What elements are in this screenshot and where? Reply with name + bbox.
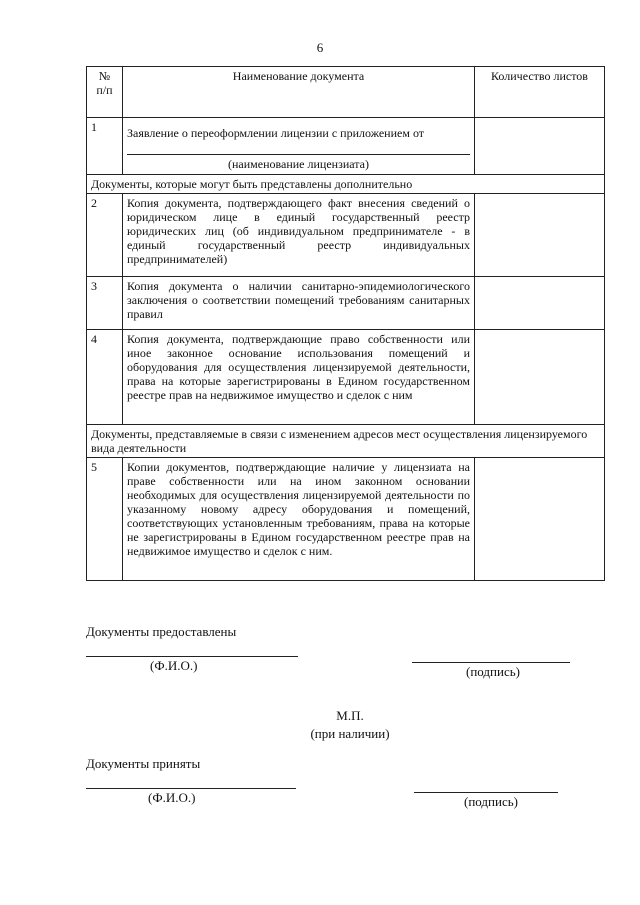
row-document-name: Копия документа, подтверждающие право собственности или иное законное основание использования помещений и оборудования для осуществления лицензируемой деятельности, права на которые зарегистрированы в Едином государственном реестре прав на недвижимое имущество и сделок с ним [123, 330, 475, 425]
accepted-signature-caption: (подпись) [464, 794, 518, 809]
accepted-signature-line [414, 792, 558, 793]
name-underline [127, 148, 470, 155]
accepted-fio-caption: (Ф.И.О.) [148, 790, 196, 805]
stamp-label: М.П. [336, 708, 364, 723]
accepted-fio-line [86, 788, 296, 789]
row-number: 2 [87, 194, 123, 277]
row-page-count [475, 458, 605, 581]
submitted-label: Документы предоставлены [86, 624, 237, 639]
row-page-count [475, 194, 605, 277]
accepted-label: Документы приняты [86, 756, 201, 771]
submitted-fio-caption: (Ф.И.О.) [150, 658, 198, 673]
table-row [87, 458, 605, 581]
submitted-signature-caption: (подпись) [466, 664, 520, 679]
header-name: Наименование документа [123, 67, 475, 118]
submitted-fio-line [86, 656, 298, 657]
table-row [87, 118, 605, 175]
submitted-signature-line [412, 662, 570, 663]
row-page-count [475, 277, 605, 330]
row-number: 5 [87, 458, 123, 581]
page-number: 6 [316, 40, 324, 55]
row-document-name [123, 118, 475, 175]
section-row [87, 425, 605, 458]
section-row [87, 175, 605, 194]
stamp-note: (при наличии) [310, 726, 390, 741]
row-number: 4 [87, 330, 123, 425]
row-document-name: Копия документа, подтверждающего факт внесения сведений о юридическом лице в единый государственный реестр юридических лиц (об индивидуальном предпринимателе - в единый государственный реестр индивидуальных предпринимателей) [123, 194, 475, 277]
section-title: Документы, представляемые в связи с изменением адресов мест осуществления лицензируемого вида деятельности [87, 425, 605, 458]
table-header-row [87, 67, 605, 118]
header-count: Количество листов [475, 67, 605, 118]
row-text: Заявление о переоформлении лицензии с приложением от [127, 126, 425, 140]
row-document-name: Копии документов, подтверждающие наличие у лицензиата на праве собственности или на ином законном основании необходимых для осуществления лицензируемой деятельности по указанному новому адресу оборудования и помещений, соответствующих установленным требованиям, права на которые не зарегистрированы в Едином государственном реестре прав на недвижимое имущество и сделок с ним. [123, 458, 475, 581]
row-number: 3 [87, 277, 123, 330]
section-title: Документы, которые могут быть представлены дополнительно [87, 175, 605, 194]
table-row [87, 330, 605, 425]
documents-table [86, 66, 605, 581]
row-document-name: Копия документа о наличии санитарно-эпидемиологического заключения о соответствии помещений требованиям санитарных правил [123, 277, 475, 330]
row-page-count [475, 330, 605, 425]
table-row [87, 277, 605, 330]
header-num: № п/п [87, 67, 123, 118]
row-page-count [475, 118, 605, 175]
table-row [87, 194, 605, 277]
row-caption: (наименование лицензиата) [228, 157, 369, 171]
row-number: 1 [87, 118, 123, 175]
